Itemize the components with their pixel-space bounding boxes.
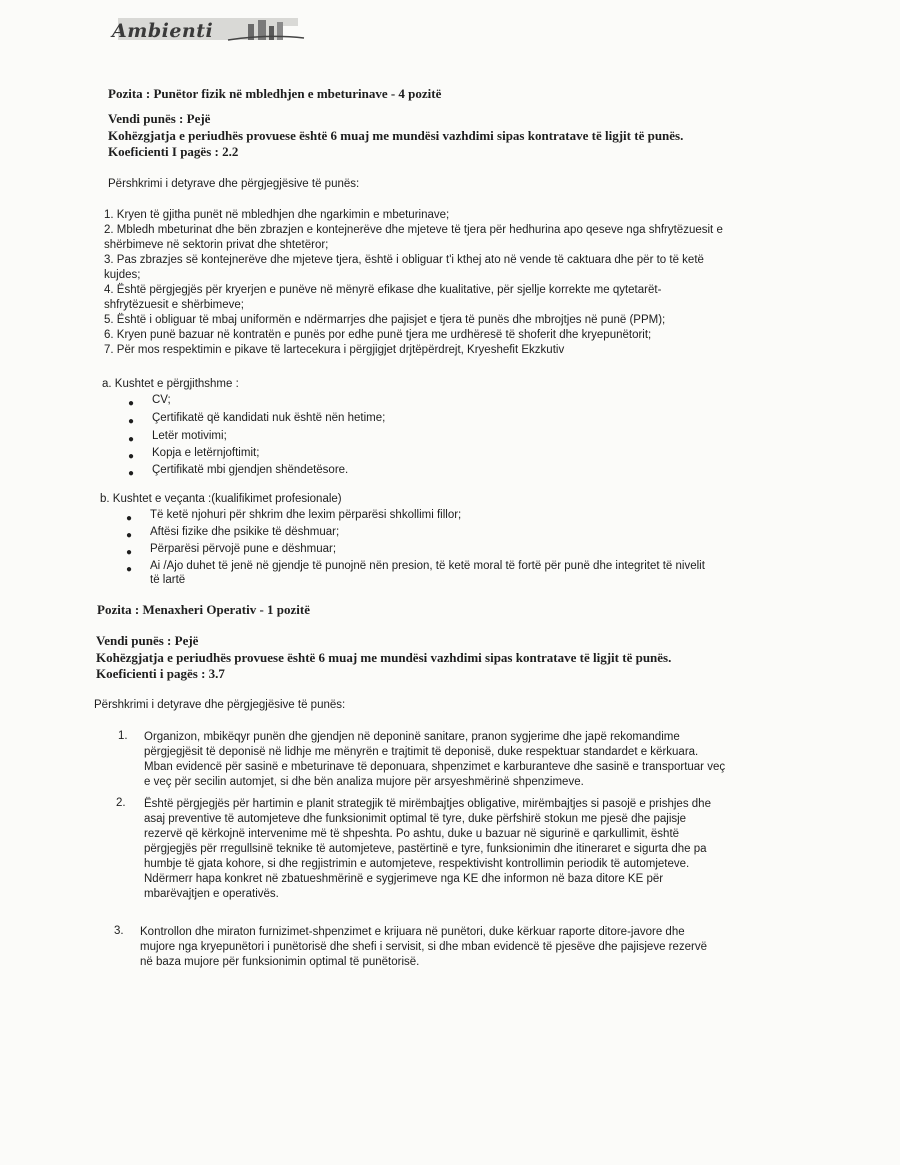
special-condition-item: Ai /Ajo duhet të jenë në gjendje të punojnë nën presion, të ketë moral të fortë për punë dhe integritet të nivelit [150, 560, 705, 572]
duty-item [140, 925, 707, 970]
special-condition-item-continued: të lartë [150, 574, 186, 586]
position-1-place: Vendi punës : Pejë [108, 111, 211, 126]
duty-line: e veç për secilin automjet, si dhe bën analiza mujore për arsyeshmërinë shpenzimeve. [144, 776, 584, 788]
duty-line: 3. Pas zbrazjes së kontejnerëve dhe mjeteve tjera, është i obliguar t'i kthej ato në vende të caktuara dhe për to të ketë [104, 254, 704, 266]
duty-item [144, 797, 711, 902]
duty-line: mbarëvajtjen e operativës. [144, 888, 279, 900]
bullet-icon: ● [126, 547, 133, 558]
general-condition-item: Letër motivimi; [152, 430, 227, 442]
position-1-title: Pozita : Punëtor fizik në mbledhjen e mbeturinave - 4 pozitë [108, 86, 442, 101]
duty-line: asaj preventive të automjeteve dhe funksionimit optimal të tyre, duke përfshirë stokun me pjesë dhe pajisje [144, 813, 687, 825]
duty-line: Kontrollon dhe miraton furnizimet-shpenzimet e krijuara në punëtori, duke kërkuar raporte ditore-javore dhe [140, 926, 685, 938]
duty-line: Është përgjegjës për hartimin e planit strategjik të mirëmbajtjes obligative, mirëmbajtjes si pasojë e prishjes dhe [144, 798, 711, 810]
bullet-icon: ● [126, 530, 133, 541]
logo-text: Ambienti [112, 20, 214, 42]
duty-number: 1. [118, 730, 128, 742]
special-condition-item: Të ketë njohuri për shkrim dhe lexim përparësi shkollimi fillor; [150, 509, 462, 521]
duty-number: 3. [114, 925, 124, 937]
position-2-coefficient: Koeficienti i pagës : 3.7 [96, 666, 225, 681]
position-2-place: Vendi punës : Pejë [96, 633, 199, 648]
duty-line: Mban evidencë për sasinë e mbeturinave të deponuara, shpenzimet e karburanteve dhe sasinë e transportuar veç [144, 761, 726, 773]
bullet-icon: ● [128, 468, 135, 479]
duty-line: përgjegjësit të deponisë në lidhje me mënyrën e trajtimit të deponisë, duke respektuar standardet e kërkuara. [144, 746, 699, 758]
duty-line: rezervë që kërkojnë intervenime më të shpeshta. Po ashtu, duke u bazuar në sigurinë e qarkullimit, është [144, 828, 680, 840]
duty-line: 6. Kryen punë bazuar në kontratën e punës por edhe punë tjera me urdhëresë të shoferit dhe kryepunëtorit; [104, 329, 652, 341]
bullet-icon: ● [128, 434, 135, 445]
duty-line: humbje të gjata kohore, si dhe regjistrimin e automjeteve, respektivisht kontrollimin periodik të automjeteve. [144, 858, 690, 870]
company-logo [108, 10, 308, 48]
special-condition-item: Përparësi përvojë pune e dëshmuar; [150, 543, 337, 555]
duty-line: 5. Është i obliguar të mbaj uniformën e ndërmarrjes dhe pajisjet e tjera të punës dhe mbrojtjes në punë (PPM); [104, 314, 666, 326]
duty-line: Ndërmerr hapa konkret në zbatueshmërinë e sygjerimeve nga KE dhe informon në baza ditore KE për [144, 873, 664, 885]
special-condition-item: Aftësi fizike dhe psikike të dëshmuar; [150, 526, 340, 538]
bullet-icon: ● [128, 451, 135, 462]
bullet-icon: ● [126, 564, 133, 575]
position-1-duties-heading: Përshkrimi i detyrave dhe përgjegjësive të punës: [108, 178, 360, 190]
duty-line: 2. Mbledh mbeturinat dhe bën zbrazjen e kontejnerëve dhe mjeteve të tjera për hedhurina apo qeseve nga shfrytëzuesit e [104, 224, 723, 236]
duty-line: 4. Është përgjegjës për kryerjen e punëve në mënyrë efikase dhe kualitative, për sjellje korrekte me qytetarët- [104, 284, 662, 296]
duty-line: përgjegjës për rregullsinë teknike të automjeteve, pastërtinë e tyre, funksionimin dhe itineraret e sigurta dhe pa [144, 843, 707, 855]
position-2-duties-heading: Përshkrimi i detyrave dhe përgjegjësive të punës: [94, 699, 346, 711]
duty-line: në baza mujore për funksionimin optimal të punëtorisë. [140, 956, 420, 968]
position-1-probation: Kohëzgjatja e periudhës provuese është 6 muaj me mundësi vazhdimi sipas kontratave të ligjit të punës. [108, 128, 684, 143]
general-conditions-heading: a. Kushtet e përgjithshme : [102, 378, 239, 390]
bullet-icon: ● [128, 398, 135, 409]
bullet-icon: ● [126, 513, 133, 524]
position-2-probation: Kohëzgjatja e periudhës provuese është 6 muaj me mundësi vazhdimi sipas kontratave të ligjit të punës. [96, 650, 672, 665]
duty-number: 2. [116, 797, 126, 809]
position-2-title: Pozita : Menaxheri Operativ - 1 pozitë [97, 602, 310, 617]
position-1-duties-list [104, 208, 723, 358]
duty-line: 1. Kryen të gjitha punët në mbledhjen dhe ngarkimin e mbeturinave; [104, 209, 450, 221]
duty-line: mujore nga kryepunëtori i punëtorisë dhe shefi i servisit, si dhe mban evidencë të pjesëve dhe pajisjeve rezervë [140, 941, 708, 953]
general-condition-item: Kopja e letërnjoftimit; [152, 447, 260, 459]
duty-line: shërbimeve në sektorin privat dhe shtetëror; [104, 239, 329, 251]
general-condition-item: Çertifikatë mbi gjendjen shëndetësore. [152, 464, 349, 476]
position-1-coefficient: Koeficienti I pagës : 2.2 [108, 144, 239, 159]
duty-line: shfrytëzuesit e shërbimeve; [104, 299, 244, 311]
duty-line: Organizon, mbikëqyr punën dhe gjendjen në deponinë sanitare, pranon sygjerime dhe japë rekomandime [144, 731, 680, 743]
general-condition-item: CV; [152, 394, 171, 406]
special-conditions-heading: b. Kushtet e veçanta :(kualifikimet profesionale) [100, 493, 342, 505]
general-condition-item: Çertifikatë që kandidati nuk është nën hetime; [152, 412, 386, 424]
bullet-icon: ● [128, 416, 135, 427]
duty-line: kujdes; [104, 269, 141, 281]
duty-item [144, 730, 725, 790]
duty-line: 7. Për mos respektimin e pikave të lartecekura i përgjigjet drjtëpërdrejt, Kryeshefit Ekzkutiv [104, 344, 565, 356]
